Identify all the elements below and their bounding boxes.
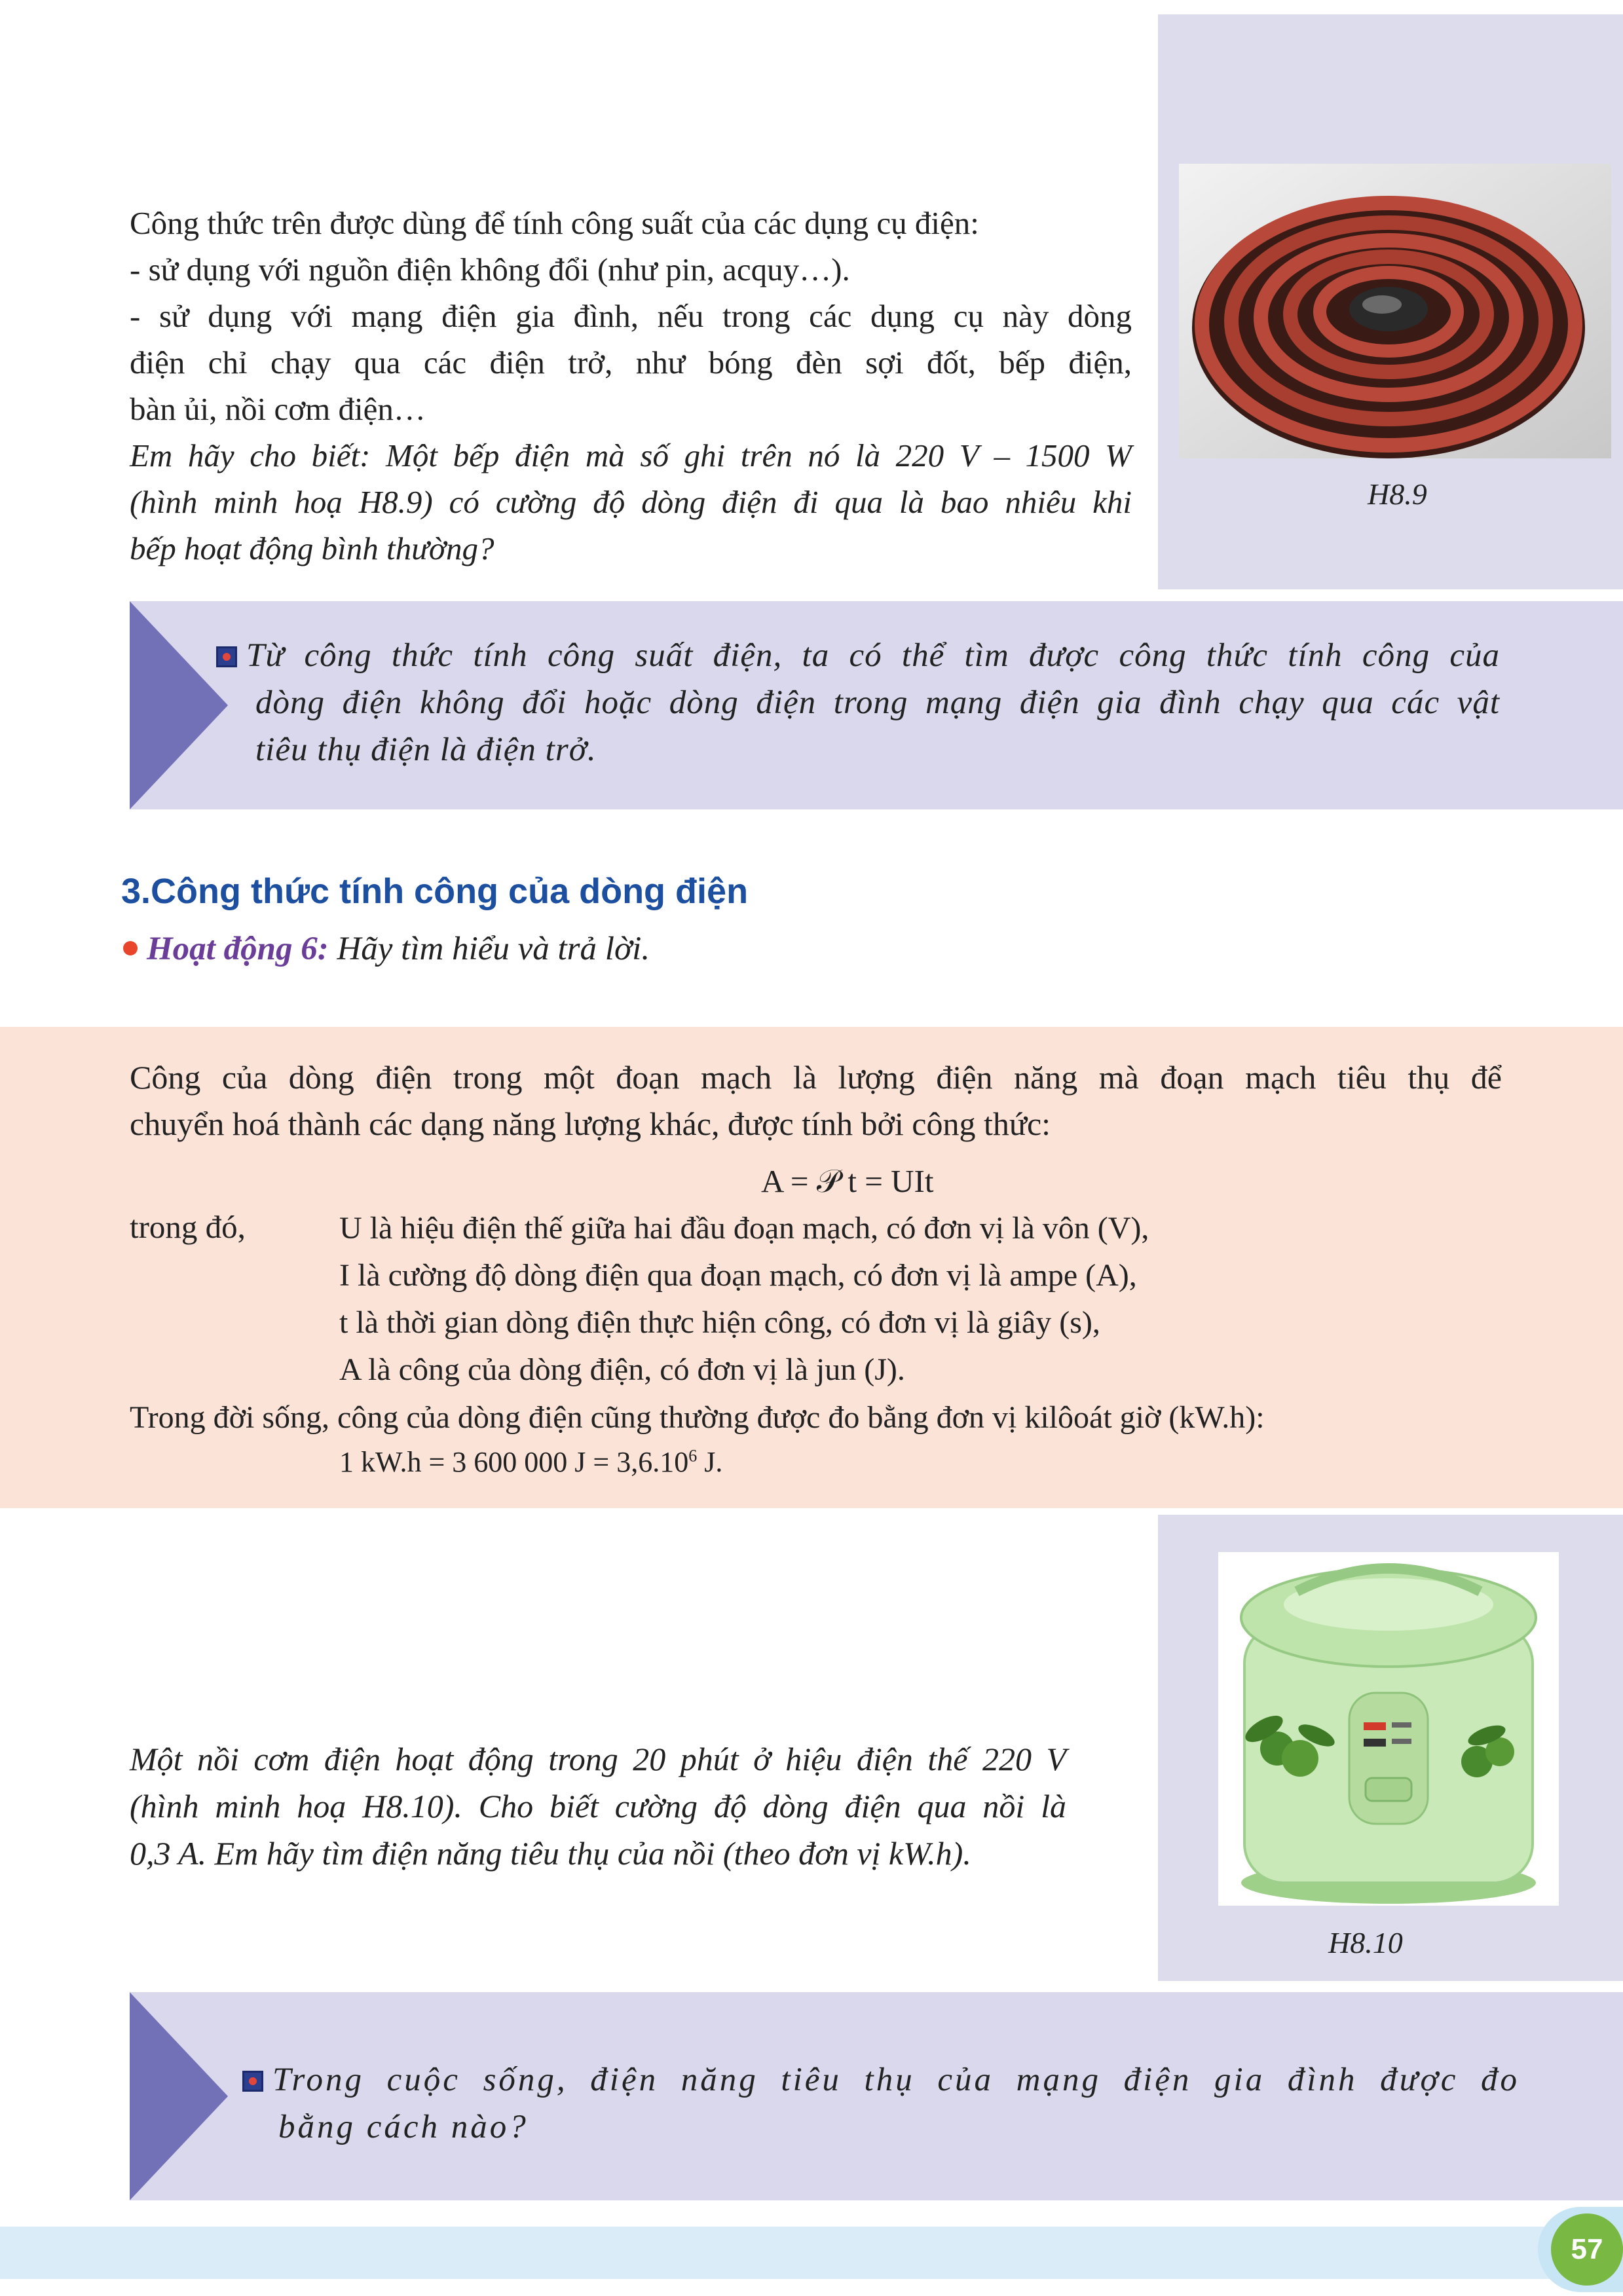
where-label: trong đó, [130, 1209, 246, 1245]
section-heading: 3.Công thức tính công của dòng điện [121, 872, 749, 911]
stove-question-line: (hình minh hoạ H8.9) có cường độ dòng điện đi qua là bao nhiêu khi [130, 484, 1132, 520]
figure-caption-h8-10: H8.10 [1328, 1926, 1403, 1959]
kwh-conversion [339, 1445, 722, 1479]
callout-line: bằng cách nào? [278, 2109, 529, 2145]
rice-question-line: (hình minh hoạ H8.10). Cho biết cường độ dòng điện qua nồi là [130, 1788, 1066, 1824]
activity-label: Hoạt động 6: [147, 931, 329, 967]
callout-line: dòng điện không đổi hoặc dòng điện trong mạng điện gia đình chạy qua các vật [255, 684, 1500, 721]
stove-question-line: Em hãy cho biết: Một bếp điện mà số ghi trên nó là 220 V – 1500 W [130, 437, 1132, 473]
conversion-tail: J. [697, 1446, 723, 1478]
definition-intro [130, 1054, 1502, 1147]
callout-1-text [216, 632, 1500, 773]
figure-caption-h8-9: H8.9 [1368, 477, 1427, 511]
kwh-note: Trong đời sống, công của dòng điện cũng thường được đo bằng đơn vị kilôoát giờ (kW.h): [130, 1400, 1265, 1435]
stove-question-line: bếp hoạt động bình thường? [130, 530, 494, 566]
activity-line [123, 930, 650, 968]
rice-cooker-image [1218, 1552, 1559, 1906]
usage-paragraph [130, 200, 1132, 572]
where-item: t là thời gian dòng điện thực hiện công, có đơn vị là giây (s), [339, 1305, 1100, 1340]
usage-line: - sử dụng với mạng điện gia đình, nếu trong các dụng cụ này dòng [130, 298, 1132, 334]
where-item: I là cường độ dòng điện qua đoạn mạch, có đơn vị là ampe (A), [339, 1258, 1137, 1293]
conversion-main: 1 kW.h = 3 600 000 J = 3,6.10 [339, 1446, 689, 1478]
footer-band [0, 2227, 1623, 2279]
where-item: U là hiệu điện thế giữa hai đầu đoạn mạch, có đơn vị là vôn (V), [339, 1211, 1149, 1246]
usage-line: điện chỉ chạy qua các điện trở, như bóng đèn sợi đốt, bếp điện, [130, 344, 1132, 380]
usage-line: - sử dụng với nguồn điện không đổi (như pin, acquy…). [130, 251, 850, 287]
where-item: A là công của dòng điện, có đơn vị là jun (J). [339, 1352, 905, 1387]
callout-2-text [242, 2056, 1520, 2151]
callout-line: Từ công thức tính công suất điện, ta có thể tìm được công thức tính công của [246, 637, 1500, 674]
usage-line: Công thức trên được dùng để tính công suất của các dụng cụ điện: [130, 205, 979, 241]
formula: A = 𝒫 t = UIt [761, 1163, 934, 1199]
page-number: 57 [1551, 2213, 1623, 2286]
electric-stove-image [1179, 164, 1611, 458]
definition-line: Công của dòng điện trong một đoạn mạch là lượng điện năng mà đoạn mạch tiêu thụ để [130, 1059, 1502, 1096]
chevron-arrow-icon [130, 601, 228, 809]
question-marker-icon [216, 646, 237, 667]
where-items [339, 1205, 1149, 1394]
usage-line: bàn ủi, nồi cơm điện… [130, 391, 426, 427]
rice-cooker-question [130, 1735, 1066, 1877]
rice-question-line: 0,3 A. Em hãy tìm điện năng tiêu thụ của nồi (theo đơn vị kW.h). [130, 1835, 971, 1872]
chevron-arrow-icon-2 [130, 1992, 228, 2200]
activity-text: Hãy tìm hiểu và trả lời. [328, 931, 650, 967]
question-marker-icon-2 [242, 2071, 263, 2092]
conversion-exponent: 6 [688, 1446, 698, 1466]
bullet-dot-icon [123, 941, 138, 955]
rice-question-line: Một nồi cơm điện hoạt động trong 20 phút ở hiệu điện thế 220 V [130, 1741, 1066, 1777]
definition-line: chuyển hoá thành các dạng năng lượng khác, được tính bởi công thức: [130, 1105, 1051, 1142]
callout-line: tiêu thụ điện là điện trở. [255, 731, 597, 768]
callout-line: Trong cuộc sống, điện năng tiêu thụ của mạng điện gia đình được đo [272, 2062, 1520, 2098]
